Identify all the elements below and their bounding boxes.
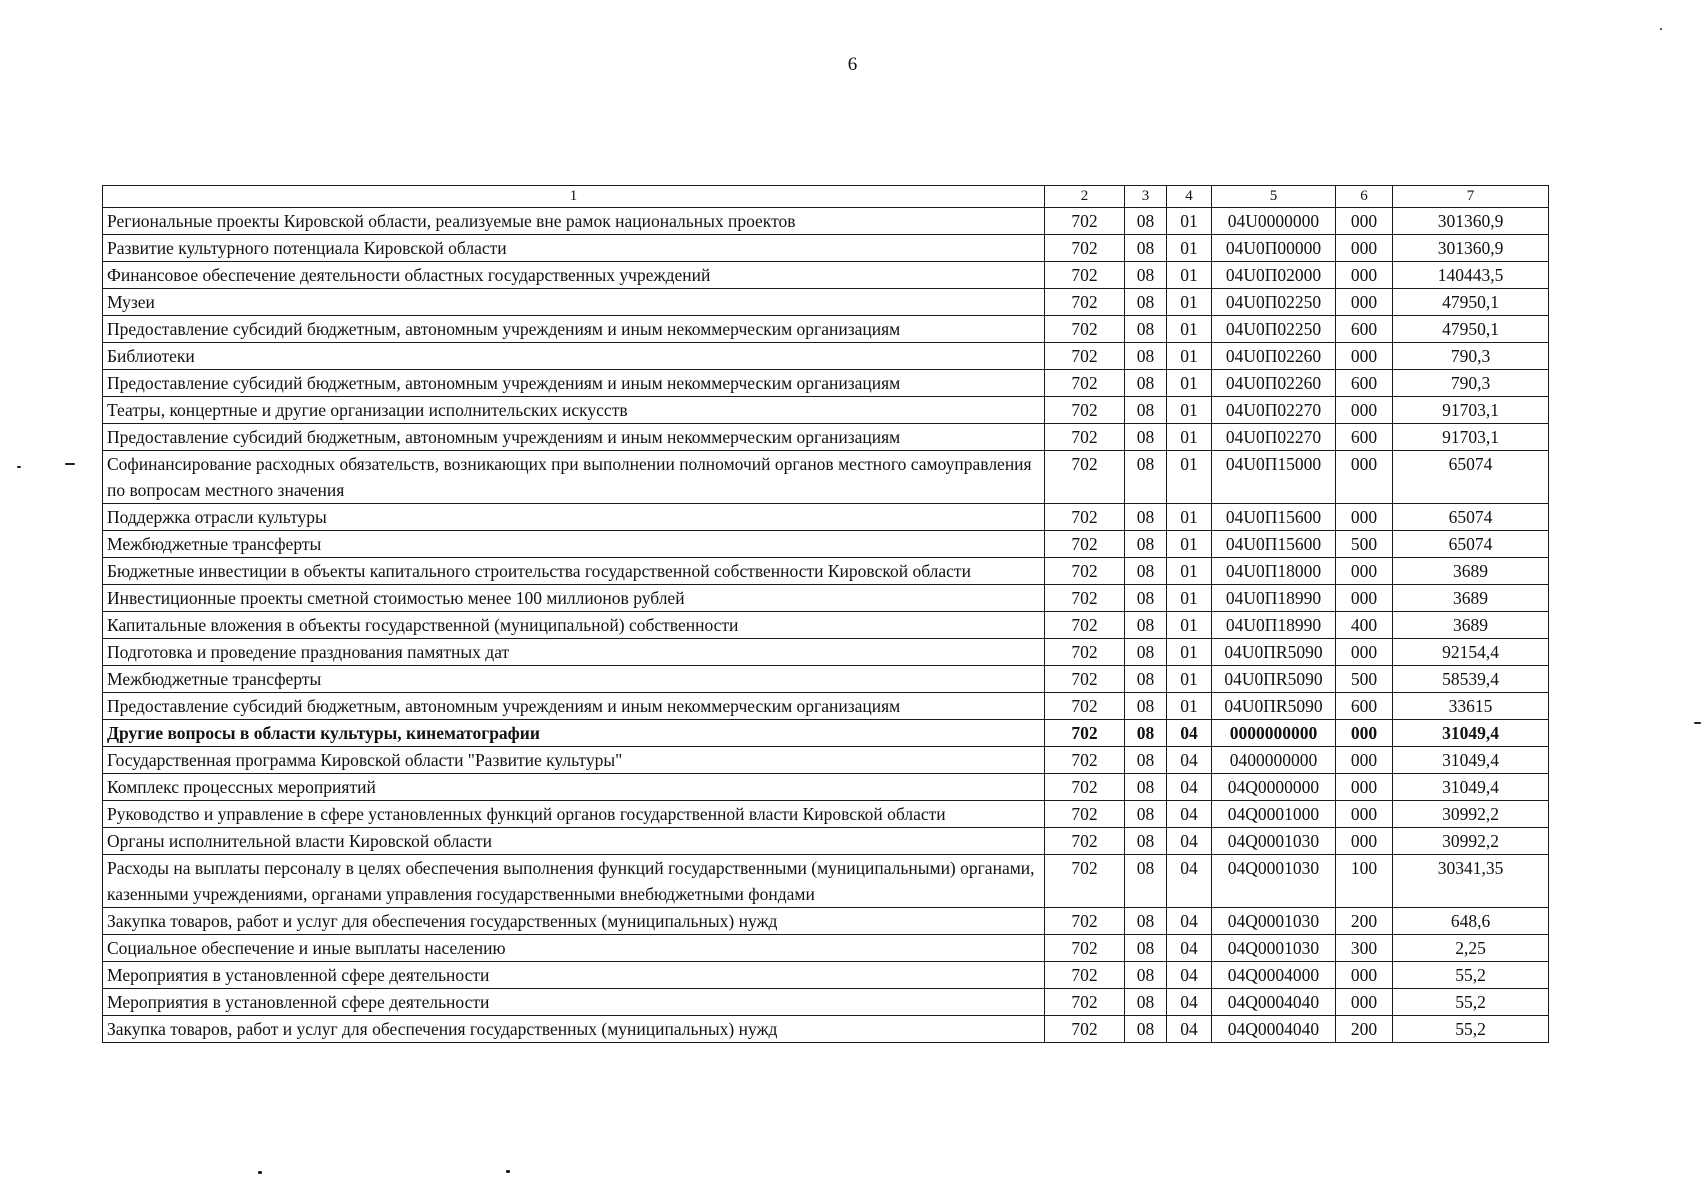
table-row <box>103 908 1549 935</box>
cell-amount: 65074 <box>1393 451 1549 504</box>
scan-mark <box>65 463 75 465</box>
cell-subsection: 01 <box>1167 639 1212 666</box>
cell-amount: 648,6 <box>1393 908 1549 935</box>
cell-section: 08 <box>1125 316 1167 343</box>
cell-name: Финансовое обеспечение деятельности областных государственных учреждений <box>103 262 1045 289</box>
cell-code: 702 <box>1045 531 1125 558</box>
cell-target-article: 04U0000000 <box>1212 208 1336 235</box>
cell-name: Межбюджетные трансферты <box>103 666 1045 693</box>
cell-name: Подготовка и проведение празднования памятных дат <box>103 639 1045 666</box>
cell-subsection: 01 <box>1167 531 1212 558</box>
cell-name: Театры, концертные и другие организации исполнительских искусств <box>103 397 1045 424</box>
column-header: 4 <box>1167 186 1212 208</box>
cell-code: 702 <box>1045 908 1125 935</box>
cell-section: 08 <box>1125 397 1167 424</box>
cell-name: Мероприятия в установленной сфере деятельности <box>103 962 1045 989</box>
cell-section: 08 <box>1125 774 1167 801</box>
cell-code: 702 <box>1045 504 1125 531</box>
cell-code: 702 <box>1045 451 1125 504</box>
cell-target-article: 04U0ПR5090 <box>1212 693 1336 720</box>
cell-section: 08 <box>1125 612 1167 639</box>
cell-section: 08 <box>1125 720 1167 747</box>
cell-subsection: 04 <box>1167 828 1212 855</box>
cell-code: 702 <box>1045 262 1125 289</box>
column-header: 6 <box>1336 186 1393 208</box>
scan-mark <box>1694 722 1701 724</box>
cell-subsection: 01 <box>1167 289 1212 316</box>
cell-name: Капитальные вложения в объекты государственной (муниципальной) собственности <box>103 612 1045 639</box>
cell-amount: 58539,4 <box>1393 666 1549 693</box>
cell-name: Музеи <box>103 289 1045 316</box>
cell-amount: 31049,4 <box>1393 720 1549 747</box>
cell-target-article: 04U0П02250 <box>1212 289 1336 316</box>
table-row <box>103 666 1549 693</box>
table-row <box>103 1016 1549 1043</box>
scan-mark <box>506 1170 510 1173</box>
cell-expense-type: 600 <box>1336 693 1393 720</box>
cell-target-article: 04U0П15600 <box>1212 531 1336 558</box>
cell-name: Закупка товаров, работ и услуг для обеспечения государственных (муниципальных) нужд <box>103 908 1045 935</box>
cell-target-article: 04Q0001000 <box>1212 801 1336 828</box>
cell-name: Мероприятия в установленной сфере деятельности <box>103 989 1045 1016</box>
cell-amount: 55,2 <box>1393 962 1549 989</box>
cell-expense-type: 600 <box>1336 424 1393 451</box>
table-row <box>103 801 1549 828</box>
cell-target-article: 04U0ПR5090 <box>1212 639 1336 666</box>
cell-amount: 30992,2 <box>1393 801 1549 828</box>
cell-amount: 140443,5 <box>1393 262 1549 289</box>
cell-subsection: 01 <box>1167 504 1212 531</box>
cell-expense-type: 000 <box>1336 262 1393 289</box>
cell-target-article: 04Q0004040 <box>1212 989 1336 1016</box>
cell-code: 702 <box>1045 828 1125 855</box>
cell-subsection: 01 <box>1167 666 1212 693</box>
cell-expense-type: 200 <box>1336 1016 1393 1043</box>
table-row <box>103 531 1549 558</box>
cell-name: Региональные проекты Кировской области, реализуемые вне рамок национальных проектов <box>103 208 1045 235</box>
cell-amount: 47950,1 <box>1393 316 1549 343</box>
cell-expense-type: 000 <box>1336 801 1393 828</box>
column-header: 3 <box>1125 186 1167 208</box>
cell-code: 702 <box>1045 935 1125 962</box>
cell-section: 08 <box>1125 747 1167 774</box>
cell-amount: 47950,1 <box>1393 289 1549 316</box>
cell-amount: 55,2 <box>1393 1016 1549 1043</box>
cell-expense-type: 600 <box>1336 370 1393 397</box>
cell-code: 702 <box>1045 666 1125 693</box>
cell-amount: 30992,2 <box>1393 828 1549 855</box>
cell-expense-type: 100 <box>1336 855 1393 908</box>
cell-name: Инвестиционные проекты сметной стоимостью менее 100 миллионов рублей <box>103 585 1045 612</box>
cell-section: 08 <box>1125 289 1167 316</box>
table-row <box>103 208 1549 235</box>
table-row <box>103 262 1549 289</box>
cell-expense-type: 000 <box>1336 962 1393 989</box>
cell-subsection: 01 <box>1167 424 1212 451</box>
scan-mark <box>258 1171 262 1174</box>
cell-code: 702 <box>1045 397 1125 424</box>
cell-target-article: 04Q0001030 <box>1212 855 1336 908</box>
cell-expense-type: 000 <box>1336 451 1393 504</box>
cell-target-article: 04Q0001030 <box>1212 908 1336 935</box>
cell-target-article: 04U0П02250 <box>1212 316 1336 343</box>
cell-code: 702 <box>1045 855 1125 908</box>
cell-section: 08 <box>1125 801 1167 828</box>
cell-target-article: 04U0П00000 <box>1212 235 1336 262</box>
table-row <box>103 424 1549 451</box>
cell-section: 08 <box>1125 989 1167 1016</box>
cell-subsection: 01 <box>1167 612 1212 639</box>
cell-name: Комплекс процессных мероприятий <box>103 774 1045 801</box>
cell-name: Межбюджетные трансферты <box>103 531 1045 558</box>
cell-subsection: 01 <box>1167 558 1212 585</box>
table-row <box>103 558 1549 585</box>
scan-mark <box>17 466 21 468</box>
cell-code: 702 <box>1045 774 1125 801</box>
cell-amount: 3689 <box>1393 585 1549 612</box>
header-row <box>103 186 1549 208</box>
cell-expense-type: 000 <box>1336 343 1393 370</box>
table-row <box>103 774 1549 801</box>
cell-expense-type: 000 <box>1336 585 1393 612</box>
table-row <box>103 935 1549 962</box>
cell-subsection: 01 <box>1167 451 1212 504</box>
cell-name: Предоставление субсидий бюджетным, автономным учреждениям и иным некоммерческим организациям <box>103 424 1045 451</box>
cell-section: 08 <box>1125 451 1167 504</box>
cell-expense-type: 000 <box>1336 397 1393 424</box>
cell-amount: 30341,35 <box>1393 855 1549 908</box>
cell-subsection: 01 <box>1167 585 1212 612</box>
cell-name: Библиотеки <box>103 343 1045 370</box>
cell-subsection: 04 <box>1167 747 1212 774</box>
cell-expense-type: 000 <box>1336 774 1393 801</box>
cell-name: Другие вопросы в области культуры, кинематографии <box>103 720 1045 747</box>
cell-amount: 92154,4 <box>1393 639 1549 666</box>
cell-section: 08 <box>1125 585 1167 612</box>
column-header: 1 <box>103 186 1045 208</box>
table-row <box>103 585 1549 612</box>
table-row <box>103 235 1549 262</box>
cell-target-article: 04U0ПR5090 <box>1212 666 1336 693</box>
cell-code: 702 <box>1045 747 1125 774</box>
cell-section: 08 <box>1125 828 1167 855</box>
cell-subsection: 01 <box>1167 262 1212 289</box>
cell-code: 702 <box>1045 585 1125 612</box>
cell-expense-type: 000 <box>1336 208 1393 235</box>
table-row <box>103 828 1549 855</box>
column-header: 5 <box>1212 186 1336 208</box>
cell-section: 08 <box>1125 693 1167 720</box>
cell-name: Государственная программа Кировской области "Развитие культуры" <box>103 747 1045 774</box>
column-header: 7 <box>1393 186 1549 208</box>
cell-section: 08 <box>1125 935 1167 962</box>
table-row <box>103 316 1549 343</box>
cell-amount: 55,2 <box>1393 989 1549 1016</box>
cell-amount: 3689 <box>1393 558 1549 585</box>
table-row <box>103 612 1549 639</box>
cell-target-article: 04U0П18000 <box>1212 558 1336 585</box>
cell-section: 08 <box>1125 343 1167 370</box>
cell-target-article: 04Q0000000 <box>1212 774 1336 801</box>
cell-name: Органы исполнительной власти Кировской области <box>103 828 1045 855</box>
cell-amount: 2,25 <box>1393 935 1549 962</box>
budget-table <box>102 185 1549 1043</box>
cell-amount: 3689 <box>1393 612 1549 639</box>
cell-target-article: 04Q0001030 <box>1212 935 1336 962</box>
cell-name: Поддержка отрасли культуры <box>103 504 1045 531</box>
cell-subsection: 01 <box>1167 370 1212 397</box>
cell-expense-type: 500 <box>1336 531 1393 558</box>
table-row <box>103 397 1549 424</box>
cell-subsection: 04 <box>1167 774 1212 801</box>
cell-subsection: 01 <box>1167 235 1212 262</box>
cell-target-article: 04Q0004000 <box>1212 962 1336 989</box>
cell-target-article: 04U0П02260 <box>1212 343 1336 370</box>
cell-section: 08 <box>1125 262 1167 289</box>
table-row <box>103 693 1549 720</box>
cell-section: 08 <box>1125 962 1167 989</box>
cell-subsection: 04 <box>1167 962 1212 989</box>
cell-subsection: 04 <box>1167 801 1212 828</box>
cell-section: 08 <box>1125 208 1167 235</box>
cell-code: 702 <box>1045 612 1125 639</box>
cell-code: 702 <box>1045 235 1125 262</box>
cell-subsection: 01 <box>1167 693 1212 720</box>
cell-amount: 31049,4 <box>1393 774 1549 801</box>
table-row <box>103 989 1549 1016</box>
table-row <box>103 343 1549 370</box>
cell-code: 702 <box>1045 424 1125 451</box>
cell-target-article: 0400000000 <box>1212 747 1336 774</box>
table-row <box>103 451 1549 504</box>
cell-name: Расходы на выплаты персоналу в целях обеспечения выполнения функций государственными (муниципальными) органами, казенными учреждениями, органами управления государственными внебюджетными фондами <box>103 855 1045 908</box>
cell-expense-type: 000 <box>1336 720 1393 747</box>
cell-amount: 65074 <box>1393 531 1549 558</box>
cell-subsection: 01 <box>1167 397 1212 424</box>
cell-section: 08 <box>1125 908 1167 935</box>
cell-expense-type: 500 <box>1336 666 1393 693</box>
cell-target-article: 04U0П15600 <box>1212 504 1336 531</box>
cell-code: 702 <box>1045 989 1125 1016</box>
cell-name: Предоставление субсидий бюджетным, автономным учреждениям и иным некоммерческим организациям <box>103 370 1045 397</box>
cell-expense-type: 000 <box>1336 639 1393 666</box>
table-row <box>103 720 1549 747</box>
column-header: 2 <box>1045 186 1125 208</box>
cell-amount: 301360,9 <box>1393 208 1549 235</box>
cell-code: 702 <box>1045 558 1125 585</box>
cell-target-article: 04Q0001030 <box>1212 828 1336 855</box>
cell-section: 08 <box>1125 666 1167 693</box>
cell-target-article: 04U0П15000 <box>1212 451 1336 504</box>
cell-expense-type: 000 <box>1336 989 1393 1016</box>
page-number: 6 <box>847 54 858 75</box>
cell-expense-type: 000 <box>1336 558 1393 585</box>
cell-code: 702 <box>1045 1016 1125 1043</box>
cell-code: 702 <box>1045 962 1125 989</box>
cell-code: 702 <box>1045 289 1125 316</box>
table-row <box>103 504 1549 531</box>
cell-expense-type: 600 <box>1336 316 1393 343</box>
cell-subsection: 04 <box>1167 908 1212 935</box>
cell-section: 08 <box>1125 504 1167 531</box>
cell-amount: 65074 <box>1393 504 1549 531</box>
cell-name: Развитие культурного потенциала Кировской области <box>103 235 1045 262</box>
cell-section: 08 <box>1125 1016 1167 1043</box>
cell-target-article: 0000000000 <box>1212 720 1336 747</box>
cell-section: 08 <box>1125 531 1167 558</box>
cell-code: 702 <box>1045 639 1125 666</box>
cell-expense-type: 000 <box>1336 828 1393 855</box>
cell-section: 08 <box>1125 370 1167 397</box>
cell-subsection: 01 <box>1167 343 1212 370</box>
cell-section: 08 <box>1125 235 1167 262</box>
cell-amount: 790,3 <box>1393 370 1549 397</box>
table-row <box>103 962 1549 989</box>
cell-subsection: 01 <box>1167 316 1212 343</box>
cell-code: 702 <box>1045 316 1125 343</box>
cell-target-article: 04U0П18990 <box>1212 585 1336 612</box>
cell-name: Бюджетные инвестиции в объекты капитального строительства государственной собственности Кировской области <box>103 558 1045 585</box>
cell-code: 702 <box>1045 801 1125 828</box>
cell-name: Предоставление субсидий бюджетным, автономным учреждениям и иным некоммерческим организациям <box>103 316 1045 343</box>
cell-expense-type: 000 <box>1336 747 1393 774</box>
cell-section: 08 <box>1125 639 1167 666</box>
cell-amount: 301360,9 <box>1393 235 1549 262</box>
cell-target-article: 04Q0004040 <box>1212 1016 1336 1043</box>
cell-amount: 91703,1 <box>1393 397 1549 424</box>
table-row <box>103 289 1549 316</box>
cell-subsection: 04 <box>1167 855 1212 908</box>
cell-subsection: 04 <box>1167 935 1212 962</box>
scan-mark <box>1660 28 1662 30</box>
cell-expense-type: 000 <box>1336 289 1393 316</box>
cell-expense-type: 200 <box>1336 908 1393 935</box>
cell-code: 702 <box>1045 343 1125 370</box>
table-row <box>103 639 1549 666</box>
cell-section: 08 <box>1125 855 1167 908</box>
cell-name: Руководство и управление в сфере установленных функций органов государственной власти Кировской области <box>103 801 1045 828</box>
table-body <box>103 208 1549 1043</box>
cell-target-article: 04U0П02260 <box>1212 370 1336 397</box>
cell-name: Социальное обеспечение и иные выплаты населению <box>103 935 1045 962</box>
cell-name: Софинансирование расходных обязательств, возникающих при выполнении полномочий органов местного самоуправления по вопросам местного значения <box>103 451 1045 504</box>
cell-subsection: 01 <box>1167 208 1212 235</box>
cell-amount: 790,3 <box>1393 343 1549 370</box>
cell-name: Закупка товаров, работ и услуг для обеспечения государственных (муниципальных) нужд <box>103 1016 1045 1043</box>
cell-code: 702 <box>1045 720 1125 747</box>
cell-amount: 31049,4 <box>1393 747 1549 774</box>
table-row <box>103 370 1549 397</box>
table-row <box>103 855 1549 908</box>
cell-subsection: 04 <box>1167 720 1212 747</box>
cell-code: 702 <box>1045 208 1125 235</box>
cell-amount: 91703,1 <box>1393 424 1549 451</box>
cell-code: 702 <box>1045 693 1125 720</box>
cell-expense-type: 400 <box>1336 612 1393 639</box>
cell-code: 702 <box>1045 370 1125 397</box>
cell-target-article: 04U0П02270 <box>1212 424 1336 451</box>
table-row <box>103 747 1549 774</box>
cell-target-article: 04U0П02000 <box>1212 262 1336 289</box>
cell-name: Предоставление субсидий бюджетным, автономным учреждениям и иным некоммерческим организациям <box>103 693 1045 720</box>
cell-target-article: 04U0П02270 <box>1212 397 1336 424</box>
cell-amount: 33615 <box>1393 693 1549 720</box>
cell-section: 08 <box>1125 558 1167 585</box>
cell-target-article: 04U0П18990 <box>1212 612 1336 639</box>
cell-expense-type: 000 <box>1336 235 1393 262</box>
cell-expense-type: 300 <box>1336 935 1393 962</box>
cell-subsection: 04 <box>1167 1016 1212 1043</box>
cell-subsection: 04 <box>1167 989 1212 1016</box>
cell-expense-type: 000 <box>1336 504 1393 531</box>
cell-section: 08 <box>1125 424 1167 451</box>
